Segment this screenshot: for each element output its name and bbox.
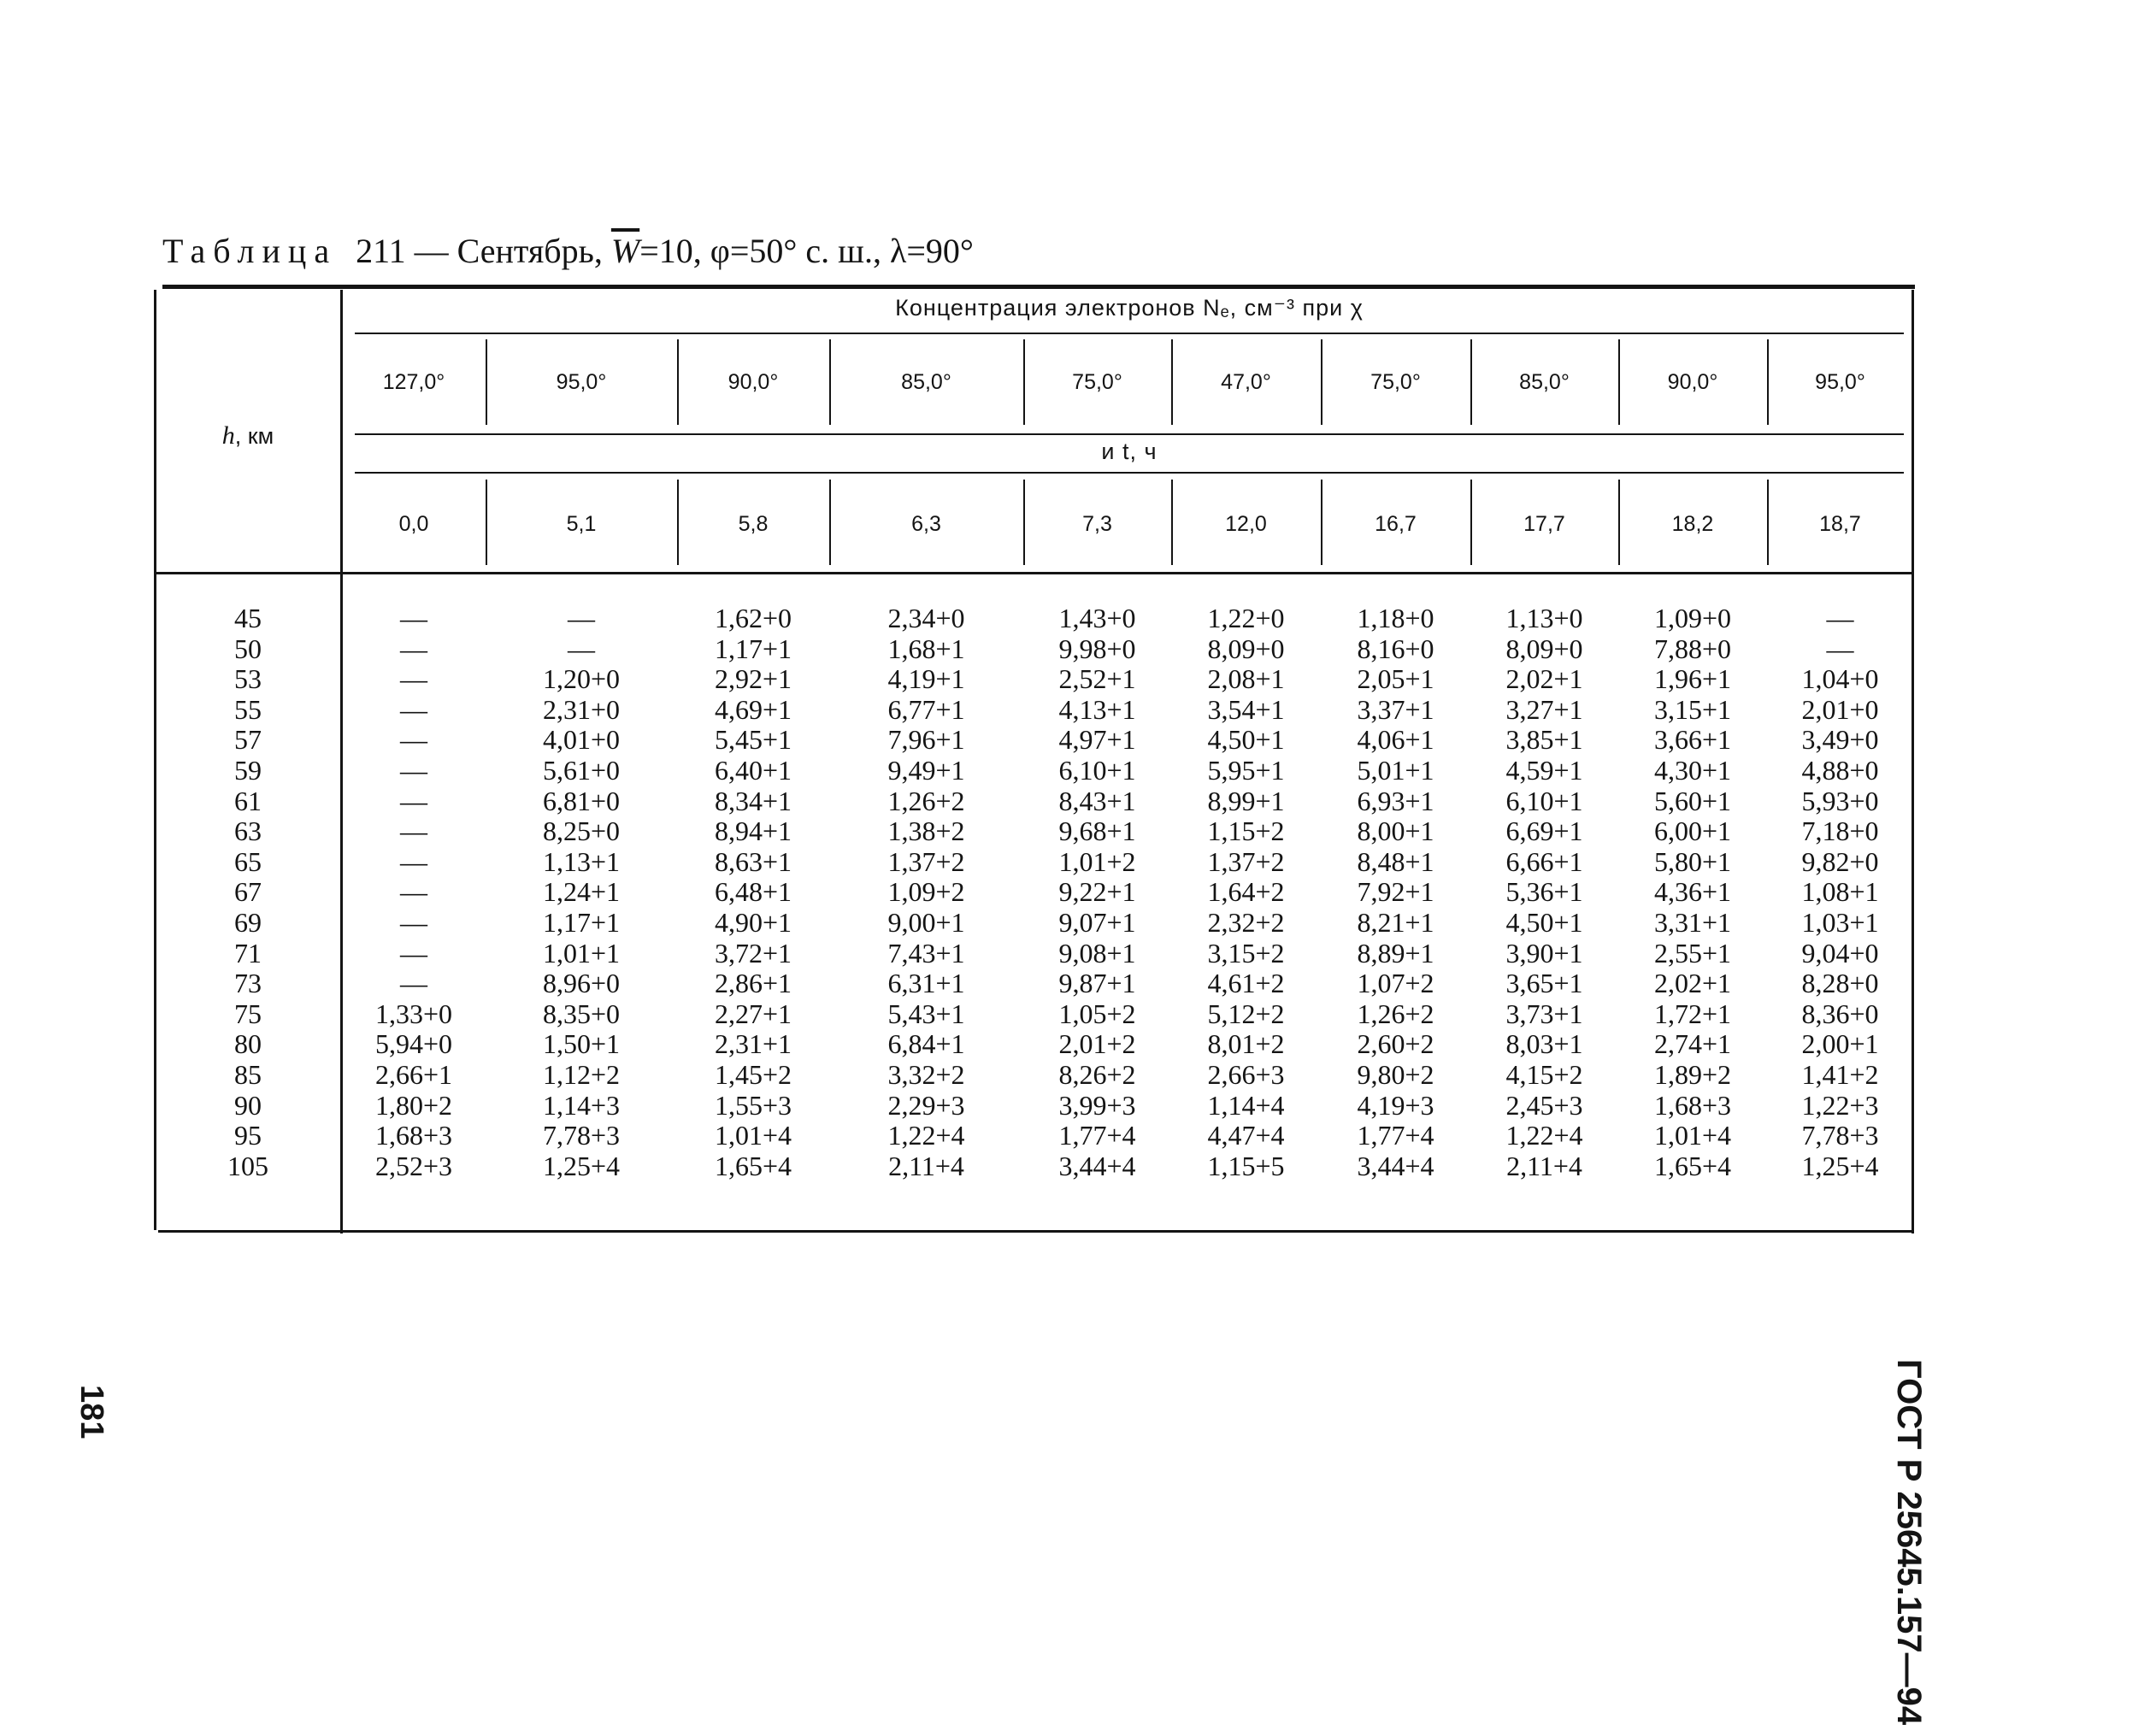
density-cell: 5,36+1 (1505, 876, 1583, 908)
density-cell: — (400, 663, 427, 695)
density-cell: 4,69+1 (714, 693, 792, 725)
caption-tail: =10, φ=50° с. ш., λ=90° (639, 232, 974, 270)
concentration-header: Концентрация электронов Nₑ, см⁻³ при χ (895, 295, 1364, 321)
chi-header: 90,0° (728, 370, 779, 394)
density-cell: 2,27+1 (714, 998, 792, 1029)
density-cell: 8,96+0 (542, 968, 621, 999)
density-cell: 1,68+3 (1653, 1089, 1732, 1121)
density-cell: 9,49+1 (887, 755, 965, 786)
altitude-cell: 71 (234, 937, 262, 968)
density-cell: 6,77+1 (887, 693, 965, 725)
density-cell: 2,32+2 (1207, 907, 1285, 938)
t-header: 16,7 (1375, 512, 1417, 536)
density-cell: 2,00+1 (1801, 1028, 1879, 1060)
density-cell: 1,68+3 (374, 1120, 453, 1151)
density-cell: 1,17+1 (542, 907, 621, 938)
density-cell: 1,01+4 (1653, 1120, 1732, 1151)
density-cell: 1,55+3 (714, 1089, 792, 1121)
density-cell: 1,68+1 (887, 633, 965, 664)
density-cell: 9,80+2 (1357, 1059, 1434, 1090)
density-cell: 8,21+1 (1357, 907, 1434, 938)
density-cell: 7,78+3 (1801, 1120, 1879, 1151)
density-cell: 5,01+1 (1357, 755, 1434, 786)
density-cell: 1,17+1 (714, 633, 792, 664)
density-cell: 8,99+1 (1207, 785, 1285, 816)
density-cell: 7,18+0 (1801, 815, 1879, 847)
density-cell: 4,13+1 (1058, 693, 1136, 725)
density-cell: 8,63+1 (714, 845, 792, 877)
header-column-divider (1321, 339, 1322, 425)
t-header: 5,1 (566, 512, 597, 536)
density-cell: 7,96+1 (887, 724, 965, 756)
altitude-cell: 90 (234, 1089, 262, 1121)
density-cell: 5,43+1 (887, 998, 965, 1029)
density-cell: 1,01+1 (542, 937, 621, 968)
altitude-cell: 105 (227, 1150, 268, 1181)
t-header: 7,3 (1082, 512, 1112, 536)
density-cell: 5,45+1 (714, 724, 792, 756)
density-cell: 6,00+1 (1653, 815, 1732, 847)
electron-density-table (154, 285, 1915, 1233)
altitude-cell: 53 (234, 663, 262, 695)
density-cell: 3,99+3 (1058, 1089, 1136, 1121)
density-cell: 4,30+1 (1653, 755, 1732, 786)
density-cell: 4,59+1 (1505, 755, 1583, 786)
altitude-cell: 95 (234, 1120, 262, 1151)
t-header: 0,0 (398, 512, 429, 536)
density-cell: 8,09+0 (1505, 633, 1583, 664)
altitude-cell: 73 (234, 968, 262, 999)
density-cell: 9,07+1 (1058, 907, 1136, 938)
density-cell: 2,01+0 (1801, 693, 1879, 725)
density-cell: 2,60+2 (1357, 1028, 1434, 1060)
density-cell: 9,22+1 (1058, 876, 1136, 908)
altitude-cell: 59 (234, 755, 262, 786)
density-cell: 3,49+0 (1801, 724, 1879, 756)
density-cell: 5,80+1 (1653, 845, 1732, 877)
density-cell: 3,32+2 (887, 1059, 965, 1090)
density-cell: 1,12+2 (542, 1059, 621, 1090)
density-cell: 8,43+1 (1058, 785, 1136, 816)
density-cell: 8,35+0 (542, 998, 621, 1029)
density-cell: — (400, 815, 427, 847)
density-cell: 1,25+4 (1801, 1150, 1879, 1181)
density-cell: 1,01+2 (1058, 845, 1136, 877)
density-cell: 9,00+1 (887, 907, 965, 938)
table-caption (162, 231, 974, 271)
density-cell: — (400, 633, 427, 664)
chi-row-underline (355, 433, 1904, 435)
density-cell: 1,14+3 (542, 1089, 621, 1121)
density-cell: 4,90+1 (714, 907, 792, 938)
density-cell: — (1826, 603, 1854, 633)
altitude-cell: 55 (234, 693, 262, 725)
density-cell: 2,02+1 (1505, 663, 1583, 695)
density-cell: 1,24+1 (542, 876, 621, 908)
density-cell: — (568, 633, 595, 664)
density-cell: 1,22+0 (1207, 603, 1285, 633)
concentration-underline (355, 333, 1904, 334)
density-cell: 1,22+4 (1505, 1120, 1583, 1151)
density-cell: 1,15+5 (1207, 1150, 1285, 1181)
altitude-cell: 85 (234, 1059, 262, 1090)
density-cell: 4,50+1 (1505, 907, 1583, 938)
density-cell: 3,85+1 (1505, 724, 1583, 756)
density-cell: 9,08+1 (1058, 937, 1136, 968)
density-cell: 2,29+3 (887, 1089, 965, 1121)
density-cell: 1,22+4 (887, 1120, 965, 1151)
altitude-header (154, 421, 342, 450)
chi-header: 75,0° (1370, 370, 1421, 394)
density-cell: 1,08+1 (1801, 876, 1879, 908)
density-cell: 2,02+1 (1653, 968, 1732, 999)
t-header: 18,7 (1819, 512, 1861, 536)
density-cell: 9,68+1 (1058, 815, 1136, 847)
density-cell: 3,44+4 (1058, 1150, 1136, 1181)
density-cell: 1,03+1 (1801, 907, 1879, 938)
density-cell: 4,19+3 (1357, 1089, 1434, 1121)
density-cell: 8,00+1 (1357, 815, 1434, 847)
density-cell: 6,10+1 (1058, 755, 1136, 786)
density-cell: 1,09+0 (1653, 603, 1732, 633)
density-cell: 2,66+1 (374, 1059, 453, 1090)
density-cell: 1,45+2 (714, 1059, 792, 1090)
chi-header: 85,0° (901, 370, 951, 394)
t-header: 17,7 (1523, 512, 1565, 536)
density-cell: 5,94+0 (374, 1028, 453, 1060)
density-cell: 1,13+1 (542, 845, 621, 877)
density-cell: — (400, 907, 427, 938)
density-cell: 5,12+2 (1207, 998, 1285, 1029)
density-cell: 6,93+1 (1357, 785, 1434, 816)
density-cell: 9,82+0 (1801, 845, 1879, 877)
chi-header: 90,0° (1667, 370, 1718, 394)
density-cell: 1,20+0 (542, 663, 621, 695)
density-cell: 1,37+2 (1207, 845, 1285, 877)
altitude-unit: , км (234, 423, 274, 449)
altitude-cell: 67 (234, 876, 262, 908)
density-cell: 1,72+1 (1653, 998, 1732, 1029)
header-column-divider (1618, 339, 1620, 425)
density-cell: — (400, 693, 427, 725)
density-cell: 1,22+3 (1801, 1089, 1879, 1121)
header-column-divider (1171, 480, 1173, 565)
header-column-divider (829, 339, 831, 425)
density-cell: 1,15+2 (1207, 815, 1285, 847)
caption-word: Таблица (162, 232, 338, 270)
density-cell: 2,11+4 (1506, 1150, 1582, 1181)
density-cell: 2,52+3 (374, 1150, 453, 1181)
t-header: 6,3 (911, 512, 941, 536)
density-cell: 7,88+0 (1653, 633, 1732, 664)
density-cell: 4,97+1 (1058, 724, 1136, 756)
density-cell: 1,25+4 (542, 1150, 621, 1181)
density-cell: 4,19+1 (887, 663, 965, 695)
density-cell: — (400, 724, 427, 756)
density-cell: 1,50+1 (542, 1028, 621, 1060)
density-cell: 1,89+2 (1653, 1059, 1732, 1090)
density-cell: 3,65+1 (1505, 968, 1583, 999)
chi-header: 127,0° (382, 370, 445, 394)
density-cell: 1,01+4 (714, 1120, 792, 1151)
density-cell: 2,86+1 (714, 968, 792, 999)
density-cell: 3,44+4 (1357, 1150, 1434, 1181)
density-cell: 1,13+0 (1505, 603, 1583, 633)
density-cell: 1,77+4 (1357, 1120, 1434, 1151)
density-cell: 6,81+0 (542, 785, 621, 816)
density-cell: 2,74+1 (1653, 1028, 1732, 1060)
top-rule (162, 285, 1915, 289)
density-cell: 1,37+2 (887, 845, 965, 877)
density-cell: 6,40+1 (714, 755, 792, 786)
density-cell: 4,01+0 (542, 724, 621, 756)
time-label-underline (355, 472, 1904, 474)
density-cell: 3,73+1 (1505, 998, 1583, 1029)
density-cell: 6,10+1 (1505, 785, 1583, 816)
header-column-divider (677, 339, 679, 425)
density-cell: 3,90+1 (1505, 937, 1583, 968)
density-cell: 8,34+1 (714, 785, 792, 816)
altitude-cell: 80 (234, 1028, 262, 1060)
density-cell: 2,31+1 (714, 1028, 792, 1060)
chi-header: 95,0° (1815, 370, 1865, 394)
density-cell: 5,93+0 (1801, 785, 1879, 816)
gost-side-label: ГОСТ Р 25645.157—94 (1890, 1359, 1928, 1725)
altitude-cell: 57 (234, 724, 262, 756)
density-cell: 2,34+0 (887, 603, 965, 633)
altitude-cell: 75 (234, 998, 262, 1029)
density-cell: 5,61+0 (542, 755, 621, 786)
density-cell: 8,03+1 (1505, 1028, 1583, 1060)
t-header: 18,2 (1671, 512, 1714, 536)
density-cell: 1,14+4 (1207, 1089, 1285, 1121)
density-cell: 7,43+1 (887, 937, 965, 968)
density-cell: 8,48+1 (1357, 845, 1434, 877)
density-cell: 5,60+1 (1653, 785, 1732, 816)
density-cell: 3,37+1 (1357, 693, 1434, 725)
header-column-divider (1470, 480, 1472, 565)
header-column-divider (1767, 480, 1769, 565)
density-cell: 5,95+1 (1207, 755, 1285, 786)
density-cell: 2,92+1 (714, 663, 792, 695)
density-cell: — (400, 845, 427, 877)
caption-rest: 211 — Сентябрь, (356, 232, 603, 270)
chi-header: 47,0° (1221, 370, 1271, 394)
density-cell: — (400, 937, 427, 968)
density-cell: — (1826, 633, 1854, 664)
density-cell: 3,31+1 (1653, 907, 1732, 938)
header-column-divider (677, 480, 679, 565)
density-cell: 8,09+0 (1207, 633, 1285, 664)
density-cell: 4,88+0 (1801, 755, 1879, 786)
altitude-var: h (221, 421, 235, 450)
altitude-cell: 69 (234, 907, 262, 938)
density-cell: 4,36+1 (1653, 876, 1732, 908)
header-column-divider (829, 480, 831, 565)
header-column-divider (1470, 339, 1472, 425)
density-cell: 9,04+0 (1801, 937, 1879, 968)
density-cell: — (568, 603, 595, 633)
density-cell: 1,65+4 (1653, 1150, 1732, 1181)
density-cell: 3,54+1 (1207, 693, 1285, 725)
density-cell: 4,61+2 (1207, 968, 1285, 999)
density-cell: 8,01+2 (1207, 1028, 1285, 1060)
density-cell: 2,55+1 (1653, 937, 1732, 968)
density-cell: 1,26+2 (1357, 998, 1434, 1029)
density-cell: 7,92+1 (1357, 876, 1434, 908)
header-column-divider (1767, 339, 1769, 425)
density-cell: 2,08+1 (1207, 663, 1285, 695)
density-cell: 2,11+4 (888, 1150, 964, 1181)
density-cell: 1,65+4 (714, 1150, 792, 1181)
density-cell: 4,47+4 (1207, 1120, 1285, 1151)
chi-header: 95,0° (556, 370, 607, 394)
density-cell: 1,09+2 (887, 876, 965, 908)
t-header: 12,0 (1225, 512, 1267, 536)
t-header: 5,8 (738, 512, 769, 536)
density-cell: 1,18+0 (1357, 603, 1434, 633)
density-cell: 2,01+2 (1058, 1028, 1136, 1060)
density-cell: 4,50+1 (1207, 724, 1285, 756)
density-cell: 1,04+0 (1801, 663, 1879, 695)
header-bottom-rule (154, 572, 1913, 574)
header-column-divider (1023, 480, 1025, 565)
density-cell: 9,87+1 (1058, 968, 1136, 999)
density-cell: 6,66+1 (1505, 845, 1583, 877)
density-cell: — (400, 785, 427, 816)
density-cell: — (400, 603, 427, 633)
density-cell: 2,45+3 (1505, 1089, 1583, 1121)
altitude-cell: 61 (234, 785, 262, 816)
density-cell: 1,41+2 (1801, 1059, 1879, 1090)
density-cell: 1,77+4 (1058, 1120, 1136, 1151)
density-cell: 1,38+2 (887, 815, 965, 847)
density-cell: 7,78+3 (542, 1120, 621, 1151)
density-cell: 2,52+1 (1058, 663, 1136, 695)
density-cell: 1,43+0 (1058, 603, 1136, 633)
caption-w-symbol: $\overline{W}$ (610, 232, 640, 270)
density-cell: — (400, 755, 427, 786)
density-cell: — (400, 968, 427, 999)
density-cell: 8,25+0 (542, 815, 621, 847)
altitude-cell: 50 (234, 633, 262, 664)
density-cell: 3,15+2 (1207, 937, 1285, 968)
density-cell: 9,98+0 (1058, 633, 1136, 664)
altitude-cell: 63 (234, 815, 262, 847)
density-cell: 6,31+1 (887, 968, 965, 999)
density-cell: 6,69+1 (1505, 815, 1583, 847)
density-cell: 8,16+0 (1357, 633, 1434, 664)
density-cell: 8,94+1 (714, 815, 792, 847)
density-cell: 3,72+1 (714, 937, 792, 968)
header-column-divider (1171, 339, 1173, 425)
density-cell: 1,62+0 (714, 603, 792, 633)
density-cell: 1,80+2 (374, 1089, 453, 1121)
header-column-divider (486, 339, 487, 425)
density-cell: 3,15+1 (1653, 693, 1732, 725)
density-cell: 1,96+1 (1653, 663, 1732, 695)
density-cell: 1,33+0 (374, 998, 453, 1029)
chi-header: 75,0° (1072, 370, 1122, 394)
density-cell: — (400, 876, 427, 908)
density-cell: 8,89+1 (1357, 937, 1434, 968)
density-cell: 2,66+3 (1207, 1059, 1285, 1090)
density-cell: 1,07+2 (1357, 968, 1434, 999)
header-column-divider (1023, 339, 1025, 425)
header-column-divider (1618, 480, 1620, 565)
density-cell: 8,28+0 (1801, 968, 1879, 999)
density-cell: 1,64+2 (1207, 876, 1285, 908)
chi-header: 85,0° (1519, 370, 1570, 394)
density-cell: 1,05+2 (1058, 998, 1136, 1029)
header-column-divider (1321, 480, 1322, 565)
time-header: и t, ч (1101, 439, 1158, 464)
density-cell: 6,84+1 (887, 1028, 965, 1060)
density-cell: 3,27+1 (1505, 693, 1583, 725)
density-cell: 8,36+0 (1801, 998, 1879, 1029)
header-column-divider (486, 480, 487, 565)
density-cell: 8,26+2 (1058, 1059, 1136, 1090)
altitude-cell: 65 (234, 845, 262, 877)
density-cell: 3,66+1 (1653, 724, 1732, 756)
density-cell: 4,15+2 (1505, 1059, 1583, 1090)
page-number: 181 (74, 1385, 109, 1439)
bottom-rule (158, 1230, 1914, 1233)
altitude-cell: 45 (234, 603, 262, 633)
density-cell: 6,48+1 (714, 876, 792, 908)
density-cell: 1,26+2 (887, 785, 965, 816)
density-cell: 2,31+0 (542, 693, 621, 725)
density-cell: 2,05+1 (1357, 663, 1434, 695)
density-cell: 4,06+1 (1357, 724, 1434, 756)
